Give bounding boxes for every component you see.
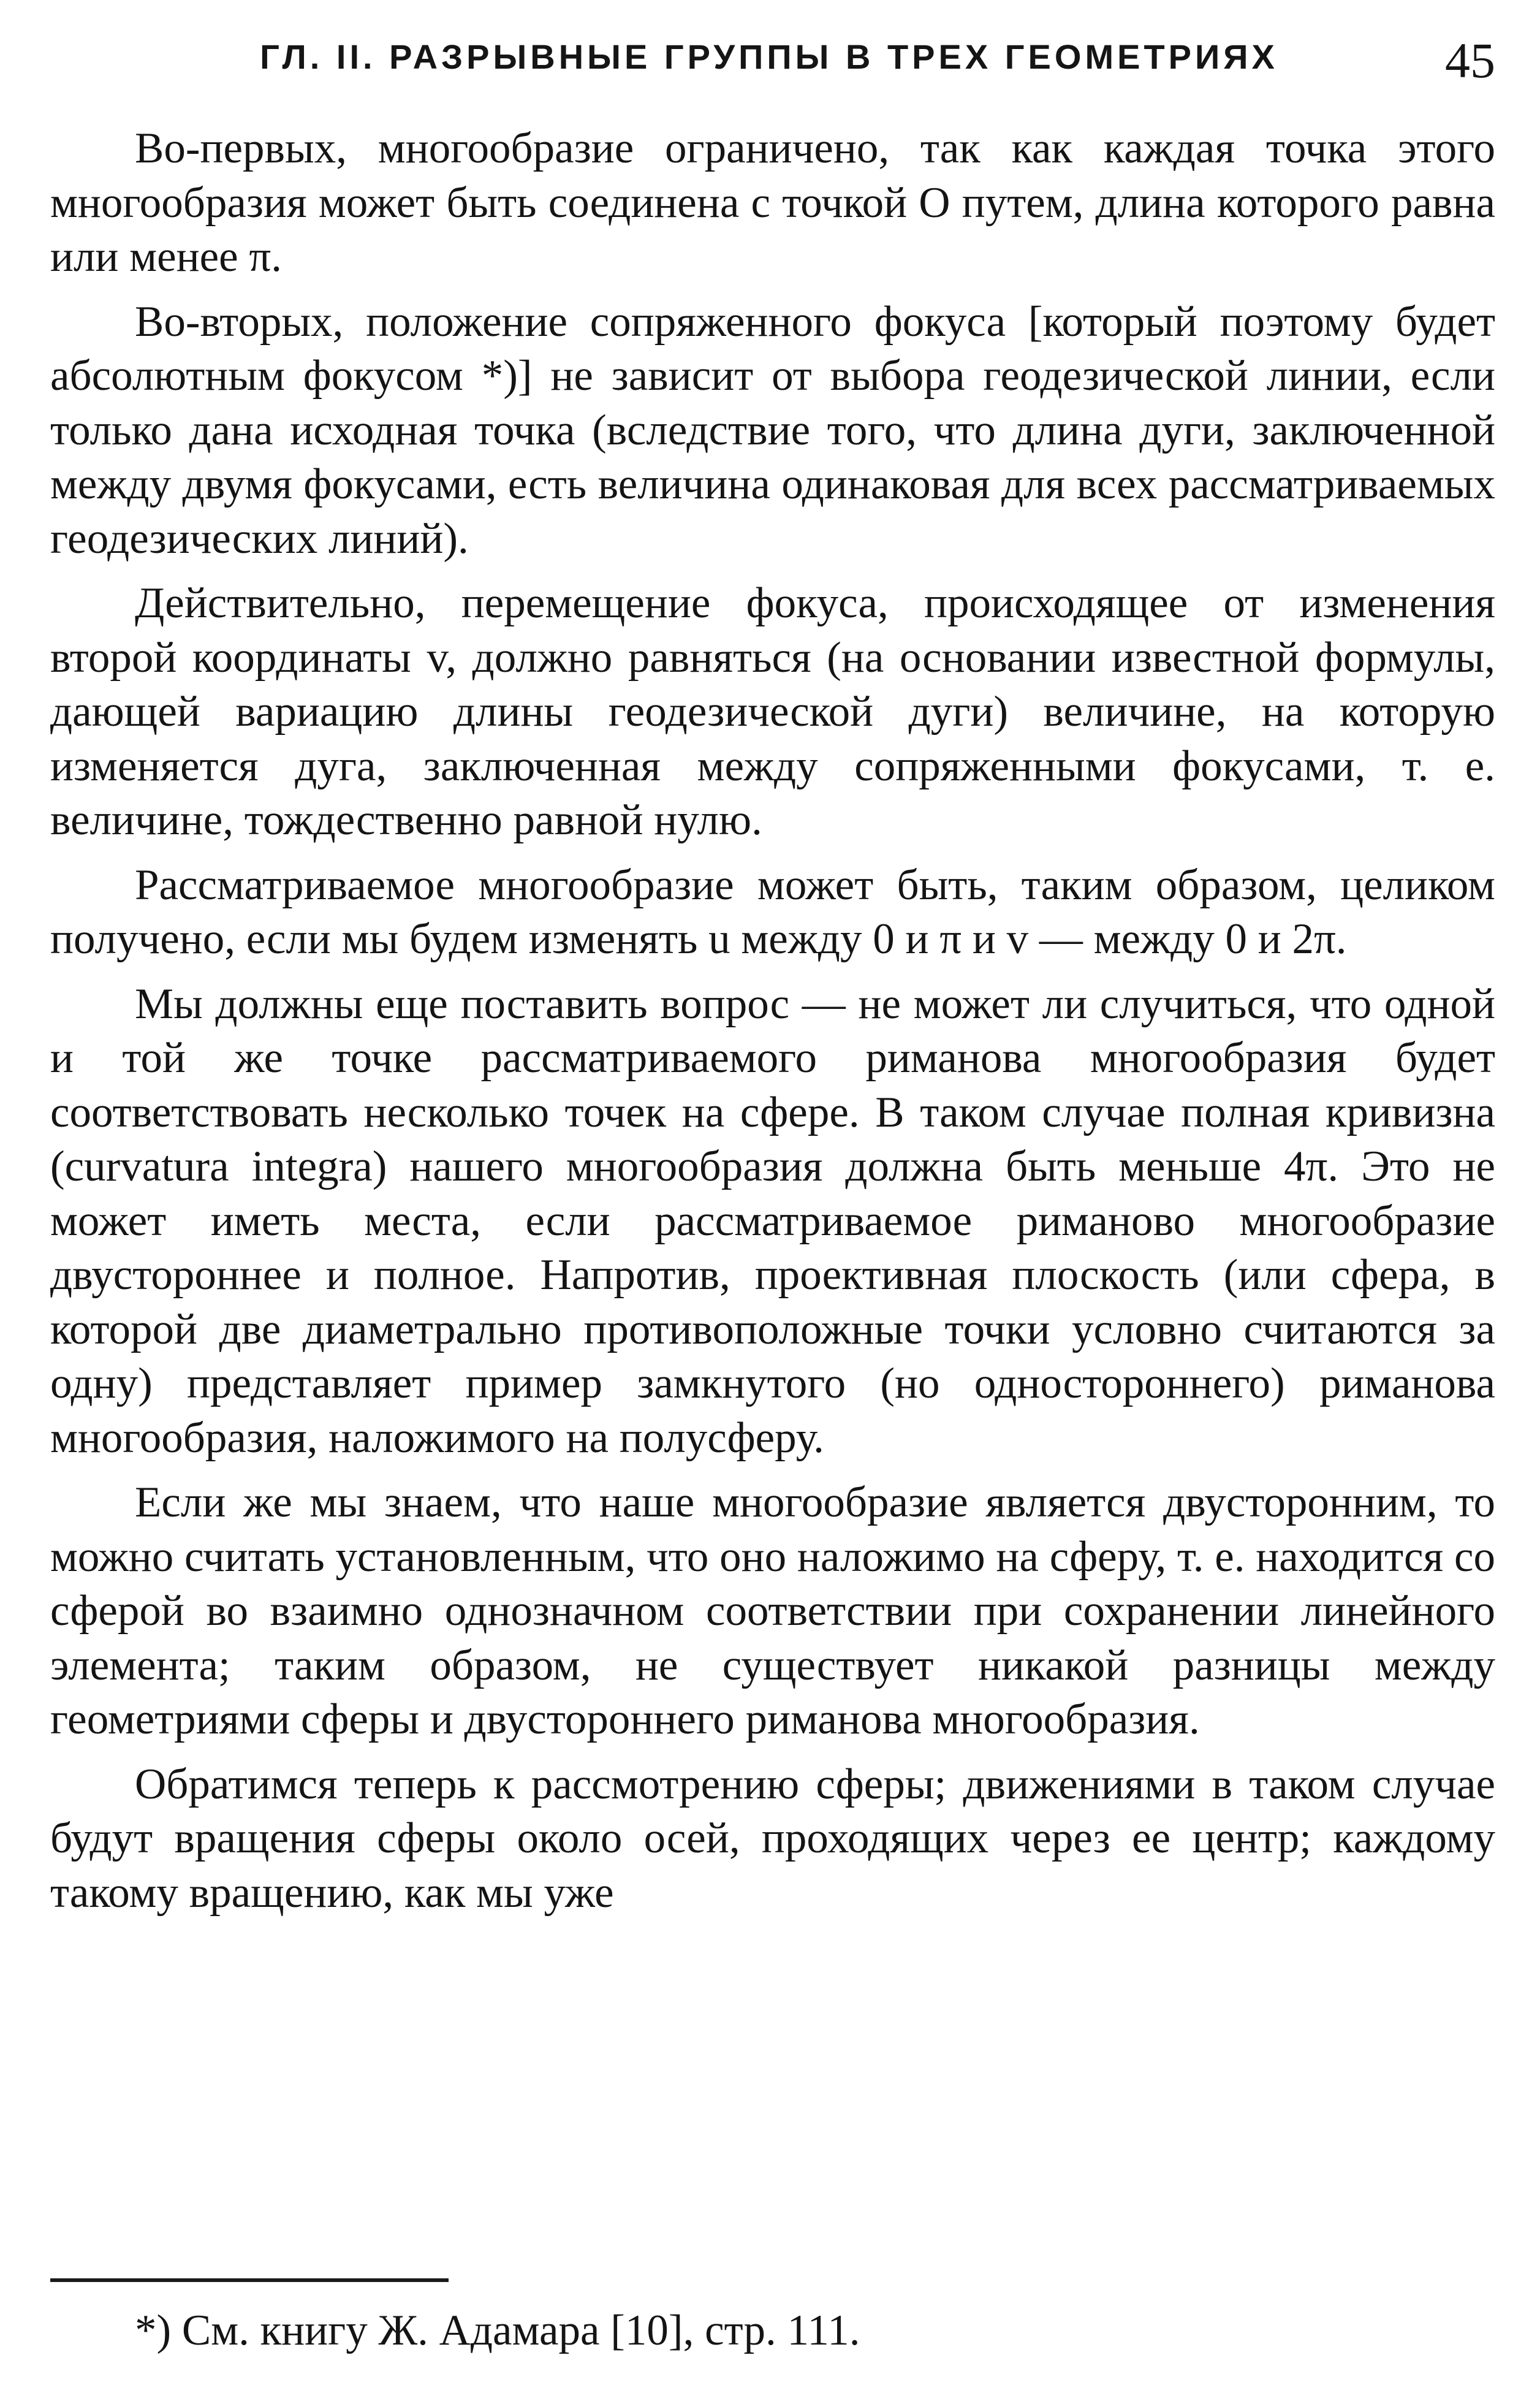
- paragraph-focus-displacement: Действительно, перемещение фокуса, происходящее от изменения второй координаты v, должно равняться (на основании известной формулы, дающей вариацию длины геодезической дуги) величине, на которую изменяется дуга, заключенная между сопряженными фокусами, т. е. величине, тождественно равной нулю.: [50, 579, 1495, 844]
- paragraph-covering-question: Мы должны еще поставить вопрос — не может ли случиться, что одной и той же точке рассматриваемого риманова многообразия будет соответствовать несколько точек на сфере. В таком случае полная кривизна (curvatura integra) нашего многообразия должна быть меньше 4π. Это не может иметь места, если рассматриваемое риманово многообразие двустороннее и полное. Напротив, проективная плоскость (или сфера, в которой две диаметрально противоположные точки условно считаются за одну) представляет пример замкнутого (но одностороннего) риманова многообразия, наложимого на полусферу.: [50, 979, 1495, 1462]
- paragraph-sphere-motions: Обратимся теперь к рассмотрению сферы; движениями в таком случае будут вращения сферы около осей, проходящих через ее центр; каждому такому вращению, как мы уже: [50, 1760, 1495, 1917]
- running-title: ГЛ. II. РАЗРЫВНЫЕ ГРУППЫ В ТРЕХ ГЕОМЕТРИЯХ: [260, 37, 1278, 76]
- paragraph-conjugate-focus: Во-вторых, положение сопряженного фокуса [который поэтому будет абсолютным фокусом *)] не зависит от выбора геодезической линии, если только дана исходная точка (вследствие того, что длина дуги, заключенной между двумя фокусами, есть величина одинаковая для всех рассматриваемых геодезических линий).: [50, 297, 1495, 563]
- paragraph-two-sided: Если же мы знаем, что наше многообразие является двусторонним, то можно считать установленным, что оно наложимо на сферу, т. е. находится со сферой во взаимно однозначном соответствии при сохранении линейного элемента; таким образом, не существует никакой разницы между геометриями сферы и двустороннего риманова многообразия.: [50, 1478, 1495, 1743]
- body-text: [50, 121, 1495, 1920]
- page-number: 45: [1445, 32, 1495, 88]
- paragraph-boundedness: Во-первых, многообразие ограничено, так как каждая точка этого многообразия может быть соединена с точкой O путем, длина которого равна или менее π.: [50, 124, 1495, 281]
- paragraph-coordinate-range: Рассматриваемое многообразие может быть, таким образом, целиком получено, если мы будем изменять u между 0 и π и v — между 0 и 2π.: [50, 861, 1495, 963]
- footnote: *) См. книгу Ж. Адамара [10], стр. 111.: [135, 2307, 860, 2354]
- footnote-divider: [50, 2278, 449, 2282]
- running-head: [141, 32, 1495, 87]
